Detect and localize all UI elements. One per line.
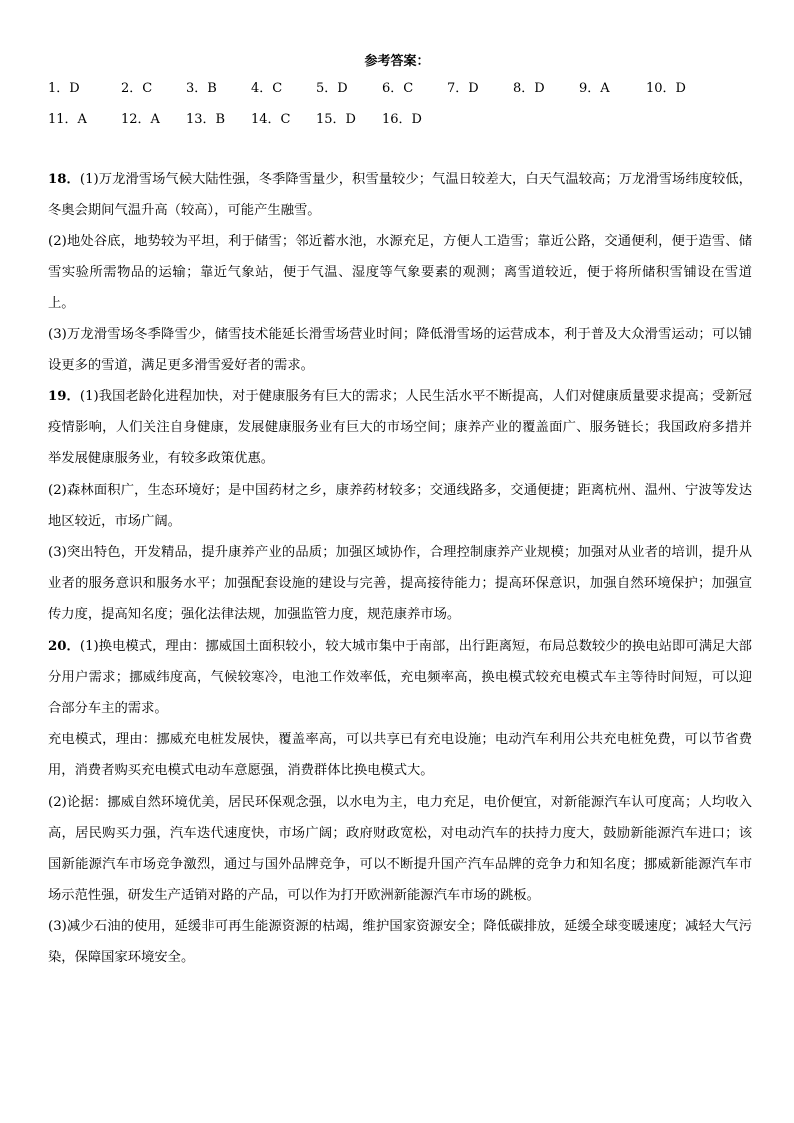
answer-item: 7．D	[447, 81, 479, 96]
q20-part1-text: (1)换电模式，理由：挪威国土面积较小，较大城市集中于南部，出行距离短，布局总数较少的换电站即可满足大部分用户需求；挪威纬度高，气候较寒冷，电池工作效率低，充电频率高，换电模式较充电模式车主等待时间短，可以迎合部分车主的需求。	[48, 639, 752, 716]
q18-part1-text: (1)万龙滑雪场气候大陆性强，冬季降雪量少，积雪量较少；气温日较差大，白天气温较高；万龙滑雪场纬度较低，冬奥会期间气温升高（较高），可能产生融雪。	[48, 172, 752, 218]
q19-part3: (3)突出特色，开发精品，提升康养产业的品质；加强区域协作，合理控制康养产业规模；加强对从业者的培训，提升从业者的服务意识和服务水平；加强配套设施的建设与完善，提高接待能力；提高环保意识，加强自然环境保护；加强宣传力度，提高知名度；强化法律法规，加强监管力度，规范康养市场。	[48, 545, 752, 622]
q18-part1	[48, 164, 752, 226]
q20-part2: (2)论据：挪威自然环境优美，居民环保观念强，以水电为主，电力充足，电价便宜，对新能源汽车认可度高；人均收入高，居民购买力强，汽车迭代速度快，市场广阔；政府财政宽松，对电动汽车的扶持力度大，鼓励新能源汽车进口；该国新能源汽车市场竞争激烈，通过与国外品牌竞争，可以不断提升国产汽车品牌的竞争力和知名度；挪威新能源汽车市场示范性强，研发生产适销对路的产品，可以作为打开欧洲新能源汽车市场的跳板。	[48, 795, 752, 903]
answer-item: 8．D	[513, 81, 545, 96]
answer-item: 12．A	[121, 112, 160, 127]
q20-part1	[48, 631, 752, 724]
answer-item: 13．B	[186, 112, 226, 127]
q18-part2: (2)地处谷底，地势较为平坦，利于储雪；邻近蓄水池，水源充足，方便人工造雪；靠近公路，交通便利，便于造雪、储雪实验所需物品的运输；靠近气象站，便于气温、湿度等气象要素的观测；离雪道较近，便于将所储积雪铺设在雪道上。	[48, 234, 752, 311]
q19-number: 19．	[48, 389, 80, 404]
q19-part2: (2)森林面积广，生态环境好；是中国药材之乡，康养药材较多；交通线路多，交通便捷；距离杭州、温州、宁波等发达地区较近，市场广阔。	[48, 483, 752, 529]
q19-part1-text: (1)我国老龄化进程加快，对于健康服务有巨大的需求；人民生活水平不断提高，人们对健康质量要求提高；受新冠疫情影响，人们关注自身健康，发展健康服务业有巨大的市场空间；康养产业的覆盖面广、服务链长；我国政府多措并举发展健康服务业，有较多政策优惠。	[48, 389, 752, 466]
q18-number: 18．	[48, 172, 80, 187]
answer-item: 14．C	[251, 112, 291, 127]
q20-number: 20．	[48, 639, 80, 654]
q19-part1	[48, 381, 752, 474]
answer-item: 11．A	[48, 112, 87, 127]
answer-item: 3．B	[186, 81, 217, 96]
answer-item: 15．D	[316, 112, 356, 127]
answer-item: 16．D	[382, 112, 422, 127]
answer-item: 9．A	[579, 81, 610, 96]
answer-item: 1．D	[48, 81, 80, 96]
answer-item: 5．D	[316, 81, 348, 96]
answer-item: 2．C	[121, 81, 153, 96]
q20-part1-charging: 充电模式，理由：挪威充电桩发展快，覆盖率高，可以共享已有充电设施；电动汽车利用公共充电桩免费，可以节省费用，消费者购买充电模式电动车意愿强，消费群体比换电模式大。	[48, 732, 752, 778]
answer-item: 6．C	[382, 81, 414, 96]
q20-part3: (3)减少石油的使用，延缓非可再生能源资源的枯竭，维护国家资源安全；降低碳排放，延缓全球变暖速度；减轻大气污染，保障国家环境安全。	[48, 919, 752, 965]
answer-key-title: 参考答案：	[364, 54, 430, 69]
answer-item: 10．D	[646, 81, 686, 96]
q18-part3: (3)万龙滑雪场冬季降雪少，储雪技术能延长滑雪场营业时间；降低滑雪场的运营成本，利于普及大众滑雪运动；可以铺设更多的雪道，满足更多滑雪爱好者的需求。	[48, 327, 752, 373]
answer-item: 4．C	[251, 81, 283, 96]
